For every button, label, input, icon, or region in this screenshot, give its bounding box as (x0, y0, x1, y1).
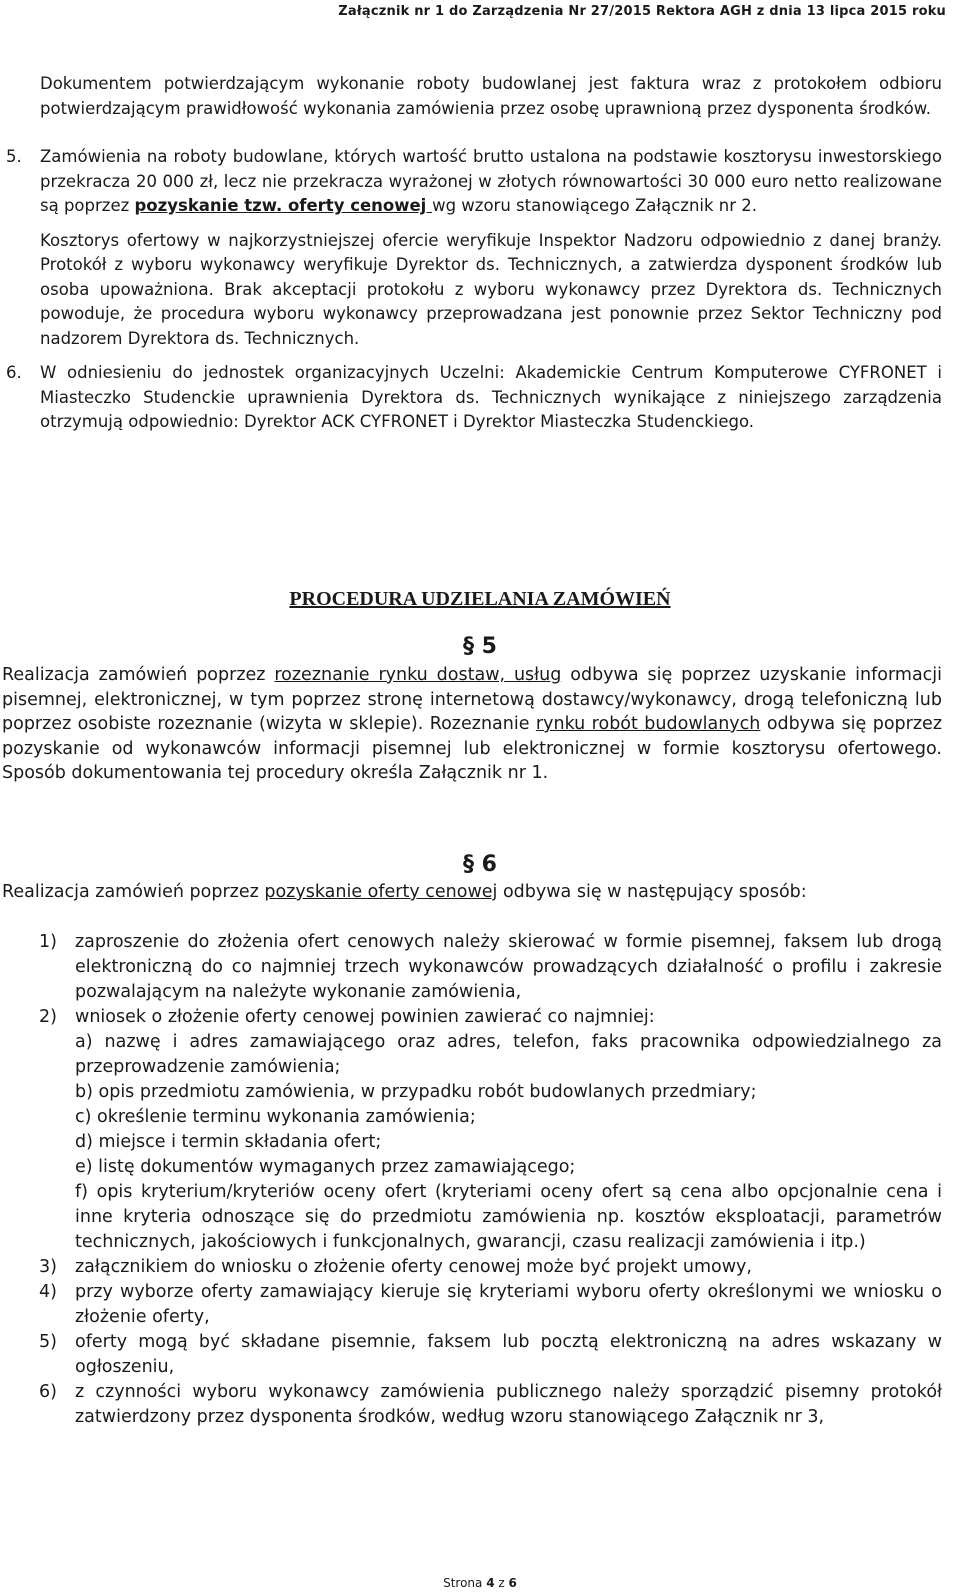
sub-list-item: c) określenie terminu wykonania zamówienia; (75, 1107, 476, 1127)
item-5-paragraph-2: Kosztorys ofertowy w najkorzystniejszej ofercie weryfikuje Inspektor Nadzoru odpowiednio z danej branży. Protokół z wyboru wykonawcy weryfikuje Dyrektor ds. Technicznych, a zatwierdza dysponent środków lub osoba upoważniona. Brak akceptacji protokołu z wyboru wykonawcy przez Dyrektora ds. Technicznych powoduje, że procedura wyboru wykonawcy przeprowadzana jest ponownie przez Sektor Techniczny pod nadzorem Dyrektora ds. Technicznych. (40, 230, 942, 348)
list-item-6 (6, 361, 942, 435)
section-5-paragraph: Realizacja zamówień poprzez rozeznanie rynku dostaw, usług odbywa się poprzez uzyskanie informacji pisemnej, elektronicznej, w tym poprzez stronę internetową dostawcy/wykonawcy, drogą telefoniczną lub poprzez osobiste rozeznanie (wizyta w sklepie). Rozeznanie rynku robót budowlanych odbywa się poprzez pozyskanie od wykonawców informacji pisemnej lub elektronicznej w formie kosztorysu ofertowego. Sposób dokumentowania tej procedury określa Załącznik nr 1. (2, 665, 943, 783)
section-5-body (2, 663, 942, 786)
section-5-heading: § 5 (463, 634, 497, 659)
list-item: 1) zaproszenie do złożenia ofert cenowych należy skierować w formie pisemnej, faksem lub drogą elektroniczną do co najmniej trzech wykonawców prowadzących działalność o profilu i zakresie pozwalającym na należyte wykonanie zamówienia, (39, 932, 942, 1002)
list-item: 2) wniosek o złożenie oferty cenowej powinien zawierać co najmniej: a) nazwę i adres zamawiającego oraz adres, telefon, faks pracownika odpowiedzialnego za przeprowadzenie zamówienia; b) opis przedmiotu zamówienia, w przypadku robót budowlanych przedmiary; c) określenie terminu wykonania zamówienia; d) miejsce i termin składania ofert; e) listę dokumentów wymaganych przez zamawiającego; f) opis kryterium/kryteriów oceny ofert (kryteriami oceny ofert są cena albo opcjonalnie cena i inne kryteria odnoszące się do przedmiotu zamówienia np. kosztów eksploatacji, parametrów technicznych, jakościowych i funkcjonalnych, gwarancji, czasu realizacji zamówienia i itp.) (2, 1005, 942, 1255)
list-item: 3) załącznikiem do wniosku o złożenie oferty cenowej może być projekt umowy, (39, 1257, 752, 1277)
sub-list-item: e) listę dokumentów wymaganych przez zamawiającego; (75, 1157, 576, 1177)
item-5-paragraph: Zamówienia na roboty budowlane, których wartość brutto ustalona na podstawie kosztorysu inwestorskiego przekracza 20 000 zł, lecz nie przekracza wyrażonej w złotych równowartości 30 000 euro netto realizowane są poprzez pozyskanie tzw. oferty cenowej wg wzoru stanowiącego Załącznik nr 2. (40, 147, 942, 215)
list-item-5 (6, 145, 942, 351)
underlined-term: rynku robót budowlanych (535, 714, 761, 734)
item-number: 5. (6, 147, 22, 166)
page-footer (0, 1576, 960, 1590)
sub-list-item: b) opis przedmiotu zamówienia, w przypadku robót budowlanych przedmiary; (75, 1082, 757, 1102)
sub-list-item: a) nazwę i adres zamawiającego oraz adres, telefon, faks pracownika odpowiedzialnego za przeprowadzenie zamówienia; (75, 1032, 942, 1077)
offer-link-text: pozyskanie tzw. oferty cenowej (134, 196, 433, 215)
underlined-term: rozeznanie rynku dostaw, usług (274, 665, 562, 685)
footer-page: 4 (486, 1576, 495, 1590)
section-6-heading: § 6 (463, 852, 497, 877)
sub-list-item: f) opis kryterium/kryteriów oceny ofert (kryteriami oceny ofert są cena albo opcjonalnie cena i inne kryteria odnoszące się do przedmiotu zamówienia np. kosztów eksploatacji, parametrów technicznych, jakościowych i funkcjonalnych, gwarancji, czasu realizacji zamówienia i itp.) (75, 1182, 942, 1252)
list-item: 5) oferty mogą być składane pisemnie, faksem lub pocztą elektroniczną na adres wskazany w ogłoszeniu, (39, 1332, 942, 1377)
footer-sep: z (498, 1576, 505, 1590)
item-number: 6. (6, 363, 22, 382)
list-item: 6) z czynności wyboru wykonawcy zamówienia publicznego należy sporządzić pisemny protokół zatwierdzony przez dysponenta środków, według wzoru stanowiącego Załącznik nr 3, (39, 1382, 942, 1427)
procedure-title: PROCEDURA UDZIELANIA ZAMÓWIEŃ (289, 588, 671, 610)
page-header: Załącznik nr 1 do Zarządzenia Nr 27/2015 Rektora AGH z dnia 13 lipca 2015 roku (338, 4, 946, 19)
footer-label: Strona (443, 1576, 483, 1590)
underlined-term: pozyskanie oferty cenowej (264, 882, 498, 902)
section-6-intro: Realizacja zamówień poprzez pozyskanie oferty cenowej odbywa się w następujący sposób: (2, 882, 807, 902)
section-6-list (2, 930, 942, 1430)
footer-total: 6 (508, 1576, 517, 1590)
sub-list-item: d) miejsce i termin składania ofert; (75, 1132, 382, 1152)
procedures-section (6, 72, 942, 435)
list-item: 4) przy wyborze oferty zamawiający kieruje się kryteriami wyboru oferty określonymi we wniosku o złożenie oferty, (39, 1282, 942, 1327)
item-6-paragraph: W odniesieniu do jednostek organizacyjnych Uczelni: Akademickie Centrum Komputerowe CYFRONET i Miasteczko Studenckie uprawnienia Dyrektora ds. Technicznych wynikające z niniejszego zarządzenia otrzymują odpowiednio: Dyrektor ACK CYFRONET i Dyrektor Miasteczka Studenckiego. (40, 363, 942, 431)
section-6-body (2, 880, 942, 905)
sub-list (75, 1030, 942, 1255)
intro-paragraph: Dokumentem potwierdzającym wykonanie roboty budowlanej jest faktura wraz z protokołem odbioru potwierdzającym prawidłowość wykonania zamówienia przez osobę uprawnioną przez dysponenta środków. (40, 74, 942, 118)
